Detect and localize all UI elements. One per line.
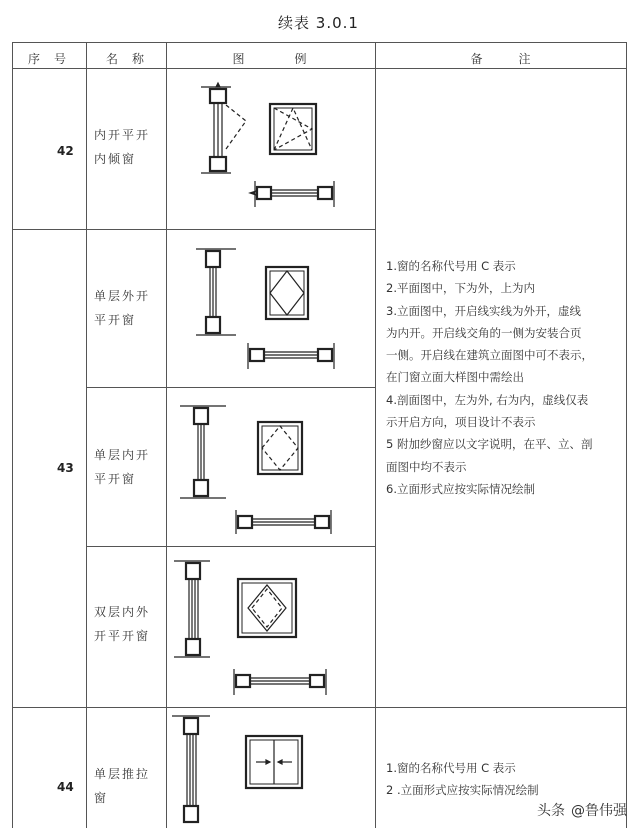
name-line: 双层内外 bbox=[94, 605, 151, 619]
header-remarks: 备注 bbox=[470, 52, 567, 66]
remark-line: 示开启方向，项目设计不表示 bbox=[386, 415, 536, 430]
legend-sliding-window bbox=[166, 708, 375, 828]
name-line: 单层内开 bbox=[94, 448, 151, 462]
row-name-44 bbox=[94, 762, 150, 810]
legend-single-inward-window bbox=[166, 388, 375, 546]
name-line: 单层外开 bbox=[94, 289, 151, 303]
remarks-main bbox=[386, 255, 593, 500]
watermark bbox=[537, 800, 627, 820]
header-name: 名称 bbox=[105, 52, 158, 66]
remark-line: 5 附加纱窗应以文字说明，在平、立、剖 bbox=[386, 437, 593, 452]
row-number-44: 44 bbox=[57, 780, 74, 794]
col-left bbox=[12, 42, 13, 828]
row-name-43a bbox=[94, 284, 150, 332]
remark-line: 为内开。开启线交角的一侧为安装合页 bbox=[386, 325, 582, 340]
col-1 bbox=[86, 42, 87, 828]
name-line: 内开平开 bbox=[94, 128, 151, 142]
remark-line: 在门窗立面大样图中需绘出 bbox=[386, 370, 524, 385]
name-line: 平开窗 bbox=[94, 313, 137, 327]
remark-line: 2.平面图中，下为外，上为内 bbox=[386, 281, 535, 296]
col-right bbox=[626, 42, 627, 828]
row-name-43c bbox=[94, 600, 150, 648]
name-line: 窗 bbox=[94, 791, 109, 805]
remark-line: 面图中均不表示 bbox=[386, 459, 467, 474]
legend-inward-tilt-window bbox=[166, 69, 375, 229]
watermark-source: 头条 bbox=[537, 803, 565, 819]
row-number-43: 43 bbox=[57, 461, 74, 475]
remark-line: 6.立面形式应按实际情况绘制 bbox=[386, 481, 535, 496]
rule-top bbox=[12, 42, 626, 43]
header-legend: 图例 bbox=[232, 52, 357, 66]
legend-double-window bbox=[166, 547, 375, 707]
remark-line: 一侧。开启线在建筑立面图中可不表示， bbox=[386, 348, 593, 363]
legend-single-outward-window bbox=[166, 229, 375, 387]
remarks-44 bbox=[386, 757, 539, 802]
watermark-author: @鲁伟强 bbox=[571, 803, 627, 819]
remark-line: 3.立面图中，开启线实线为外开，虚线 bbox=[386, 303, 581, 318]
name-line: 平开窗 bbox=[94, 472, 137, 486]
col-3 bbox=[375, 42, 376, 828]
row-name-43b bbox=[94, 443, 150, 491]
remark-line: 1.窗的名称代号用 C 表示 bbox=[386, 259, 516, 273]
row-number-42: 42 bbox=[57, 144, 74, 158]
name-line: 单层推拉 bbox=[94, 767, 151, 781]
name-line: 内倾窗 bbox=[94, 152, 137, 166]
name-line: 开平开窗 bbox=[94, 629, 151, 643]
remark-line: 4.剖面图中，左为外, 右为内，虚线仅表 bbox=[386, 392, 589, 407]
header-number: 序号 bbox=[27, 52, 80, 66]
table-title: 续表 3.0.1 bbox=[278, 14, 359, 32]
row-name-42 bbox=[94, 123, 150, 171]
remark-line: 1.窗的名称代号用 C 表示 bbox=[386, 761, 516, 775]
remark-line: 2 .立面形式应按实际情况绘制 bbox=[386, 783, 539, 798]
